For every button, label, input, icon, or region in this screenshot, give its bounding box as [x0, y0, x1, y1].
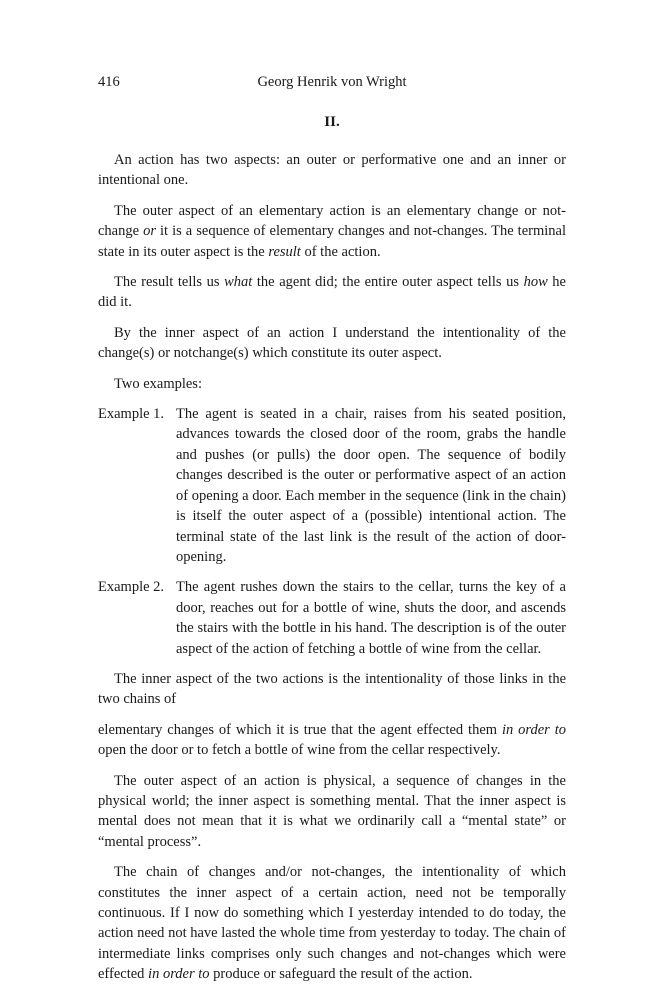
- example-label: Example 1.: [98, 406, 165, 423]
- paragraph: Two examples:: [114, 375, 202, 392]
- page-number: 416: [98, 74, 120, 90]
- example-text: The agent rushes down the stairs to the cellar, turns the key of a door, reaches out for a bottle of wine, shuts the door, and ascends the stairs with the bottle in his hand. The description is of the outer aspect of the action of fetching a bottle of wine from the cellar.: [176, 579, 566, 657]
- example-text: The agent is seated in a chair, raises from his seated position, advances towards the closed door of the room, grabs the handle and pushes (or pulls) the door open. The sequence of bodily changes described is the outer or performative aspect of an action of opening a door. Each member in the sequence (link in the chain) is itself the outer aspect of a (possible) intentional action. The terminal state of the last link is the result of the action of door-opening.: [176, 406, 566, 565]
- paragraph: The chain of changes and/or not-changes, the intentionality of which constitutes the inner aspect of a certain action, need not be temporally continuous. If I now do something which I yesterday intended to do today, the action need not have lasted the whole time from yesterday to today. The chain of intermediate links comprises only such changes and not-changes which were effected in order to produce or safeguard the result of the action.: [98, 864, 566, 983]
- section-number: II.: [324, 114, 340, 130]
- paragraph: The outer aspect of an action is physical, a sequence of changes in the physical world; the inner aspect is something mental. That the inner aspect is mental does not mean that it is what we ordinarily call a “mental state” or “mental process”.: [98, 772, 566, 850]
- paragraph: The result tells us what the agent did; the entire outer aspect tells us how he did it.: [98, 274, 566, 311]
- paragraph: elementary changes of which it is true that the agent effected them in order to open the door or to fetch a bottle of wine from the cellar respectively.: [98, 721, 566, 759]
- paragraph: An action has two aspects: an outer or performative one and an inner or intentional one.: [98, 152, 566, 189]
- running-title: Georg Henrik von Wright: [257, 74, 407, 90]
- paragraph: The outer aspect of an elementary action is an elementary change or not-change or it is a sequence of elementary changes and not-changes. The terminal state in its outer aspect is the result of the action.: [98, 202, 567, 260]
- example-label: Example 2.: [98, 579, 165, 596]
- body-text: [98, 150, 566, 995]
- example-1: [98, 404, 566, 567]
- paragraph: By the inner aspect of an action I understand the intentionality of the change(s) or notchange(s) which constitute its outer aspect.: [98, 324, 566, 362]
- running-header: [98, 74, 566, 94]
- paragraph: The inner aspect of the two actions is the intentionality of those links in the two chains of: [98, 670, 566, 708]
- example-2: [98, 577, 566, 659]
